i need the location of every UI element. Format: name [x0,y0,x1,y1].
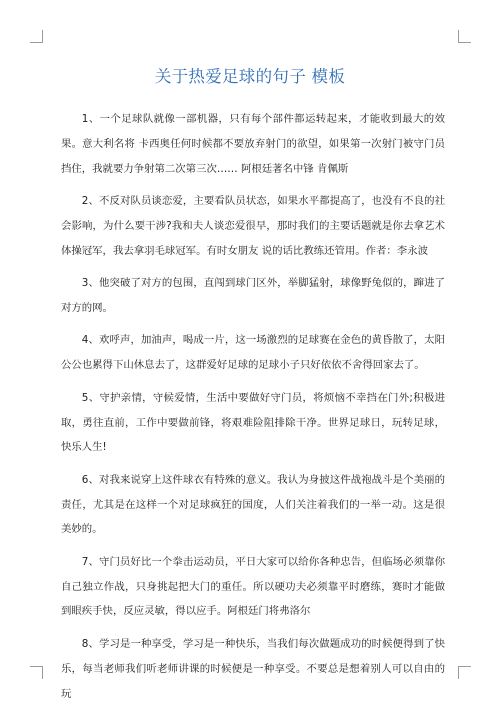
document-title: 关于热爱足球的句子 模板 [154,67,346,86]
paragraph-3: 3、他突破了对方的包围，直闯到球门区外，举脚猛射，球像野兔似的，蹿进了对方的网。 [61,277,445,314]
paragraph-6: 6、对我来说穿上这件球衣有特殊的意义。我认为身披这件战袍战斗是个美丽的责任，尤其是在这样一个对足球疯狂的国度，人们关注着我们的一举一动。这是很美妙的。 [61,473,445,536]
crop-mark-top-right [458,30,471,43]
crop-mark-top-left [30,30,43,43]
crop-mark-bottom-right [458,666,471,679]
paragraph-7: 7、守门员好比一个拳击运动员，平日大家可以给你各种忠告，但临场必须靠你自己独立作战，只身挑起把大门的重任。所以硬功夫必须靠平时磨练，赛时才能做到眼疾手快，反应灵敏，得以应手。阿根廷门将弗洛尔 [61,555,445,618]
paragraph-5: 5、守护亲情，守候爱情，生活中要做好守门员，将烦恼不幸挡在门外;积极进取，勇往直前，工作中要做前锋，将艰难险阻排除干净。世界足球日，玩转足球，快乐人生! [61,391,445,454]
paragraph-1: 1、一个足球队就像一部机器，只有每个部件都运转起来，才能收到最大的效果。意大利名将 卡西奥任何时候都不要放弃射门的欲望，如果第一次射门被守门员挡住，我就要力争射第二次第三次…… 阿根廷著名中锋 肯佩斯 [61,113,445,175]
document-body [61,107,445,714]
paragraph-8: 8、学习是一种享受，学习是一种快乐，当我们每次做题成功的时候便得到了快乐，每当老师我们听老师讲课的时候便是一种享受。不要总是想着别人可以自由的玩 [61,637,445,700]
crop-mark-bottom-left [30,666,43,679]
paragraph-4: 4、欢呼声，加油声，喝成一片，这一场激烈的足球赛在金色的黄昏散了，太阳公公也累得下山休息去了，这群爱好足球的足球小子只好依依不舍得回家去了。 [61,334,445,372]
paragraph-2: 2、不反对队员谈恋爱，主要看队员状态，如果水平都提高了，也没有不良的社会影响，为什么要干涉?我和夫人谈恋爱很早，那时我们的主要话题就是你去拿艺术体操冠军，我去拿羽毛球冠军。有时女朋友 说的话比教练还管用。作者：李永波 [61,195,445,257]
